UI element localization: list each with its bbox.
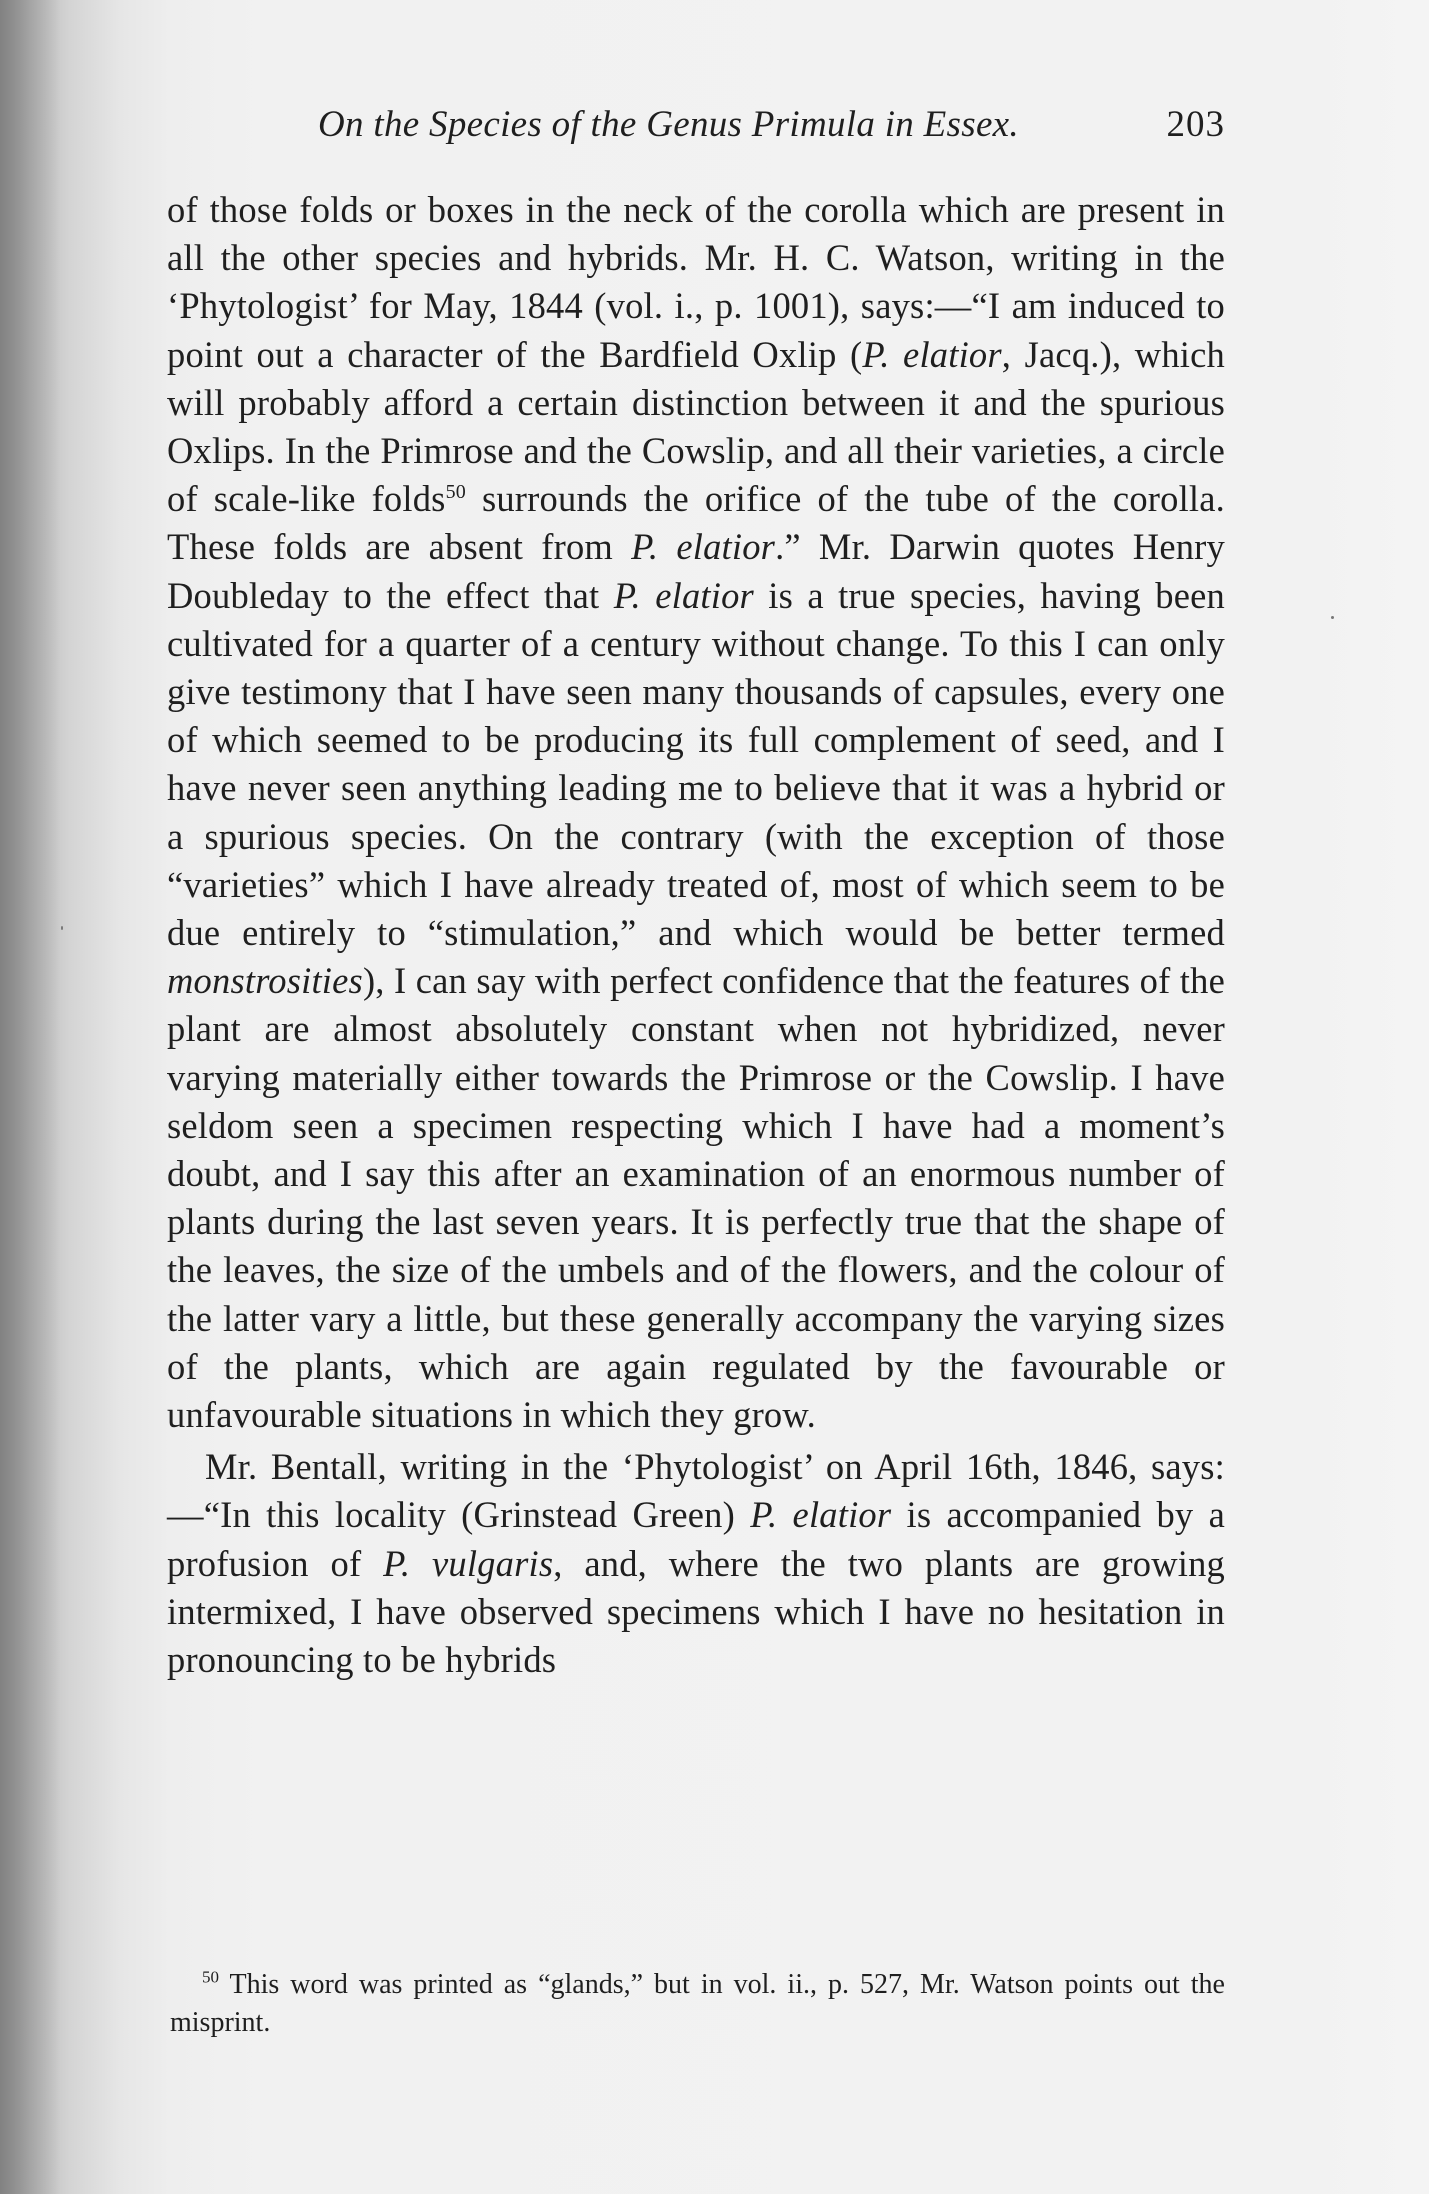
paper-speck	[61, 926, 63, 930]
text-run: ), I can say with perfect confidence that the features of the plant are almost absolutely constant when not hybridized, never varying materially either towards the Primrose or the Cowslip. I have seldom seen a specimen respecting which I have had a moment’s doubt, and I say this after an examination of an enormous number of plants during the last seven years. It is perfectly true that the shape of the leaves, the size of the umbels and of the flowers, and the colour of the latter vary a little, but these generally accompany the varying sizes of the plants, which are again regulated by the favourable or unfavourable situations in which they grow.	[167, 960, 1225, 1436]
text-run: of those folds or boxes in the neck of the corolla which are present in all the other species and hybrids. Mr. H. C. Watson, writing in the ‘Phytologist’ for May, 1844 (vol. i., p. 1001), says:—“I am induced to point out a character of the Bardfield Oxlip (	[167, 189, 1225, 375]
running-title: On the Species of the Genus Primula in Essex.	[318, 104, 1019, 145]
page-number: 203	[1166, 104, 1225, 145]
gutter-shadow	[0, 0, 60, 2194]
species-name-italic: P. elatior	[631, 526, 776, 568]
footnote	[170, 1966, 1225, 2042]
footnote-text: This word was printed as “glands,” but in vol. ii., p. 527, Mr. Watson points out the misprint.	[170, 1969, 1225, 2038]
text-run: is a true species, having been cultivated for a quarter of a century without change. To this I can only give testimony that I have seen many thousands of capsules, every one of which seemed to be producing its full complement of seed, and I have never seen anything leading me to believe that it was a hybrid or a spurious species. On the contrary (with the exception of those “varieties” which I have already treated of, most of which seem to be due entirely to “stimulation,” and which would be better termed	[167, 574, 1226, 954]
footnote-reference: 50	[445, 481, 466, 504]
paragraph-1	[167, 186, 1225, 1439]
text-run: .” Mr. Darwin quotes Henry Doubleday to the effect that	[167, 526, 1225, 616]
species-name-italic: P. vulgaris	[383, 1542, 554, 1584]
paragraph-2	[167, 1443, 1225, 1684]
text-run: Mr. Bentall, writing in the ‘Phytologist’ on April 16th, 1846, says:—“In this locality (Grinstead Green)	[167, 1446, 1225, 1536]
text-run: , Jacq.), which will probably afford a certain distinction between it and the spurious Oxlips. In the Primrose and the Cowslip, and all their varieties, a circle of scale-like folds	[167, 333, 1225, 520]
body-text	[167, 186, 1225, 1684]
text-run: is accompanied by a profusion of	[167, 1494, 1225, 1584]
species-name-italic: P. elatior	[862, 333, 1002, 375]
species-name-italic: P. elatior	[613, 574, 754, 616]
page-header	[170, 103, 1225, 163]
italic-term: monstrosities	[167, 960, 363, 1002]
text-run: , and, where the two plants are growing intermixed, I have observed specimens which I have no hesitation in pronouncing to be hybrids	[167, 1542, 1226, 1681]
text-run: surrounds the orifice of the tube of the corolla. These folds are absent from	[167, 478, 1225, 568]
footnote-marker: 50	[202, 1967, 219, 1987]
species-name-italic: P. elatior	[750, 1494, 892, 1536]
paper-speck	[1331, 616, 1334, 619]
